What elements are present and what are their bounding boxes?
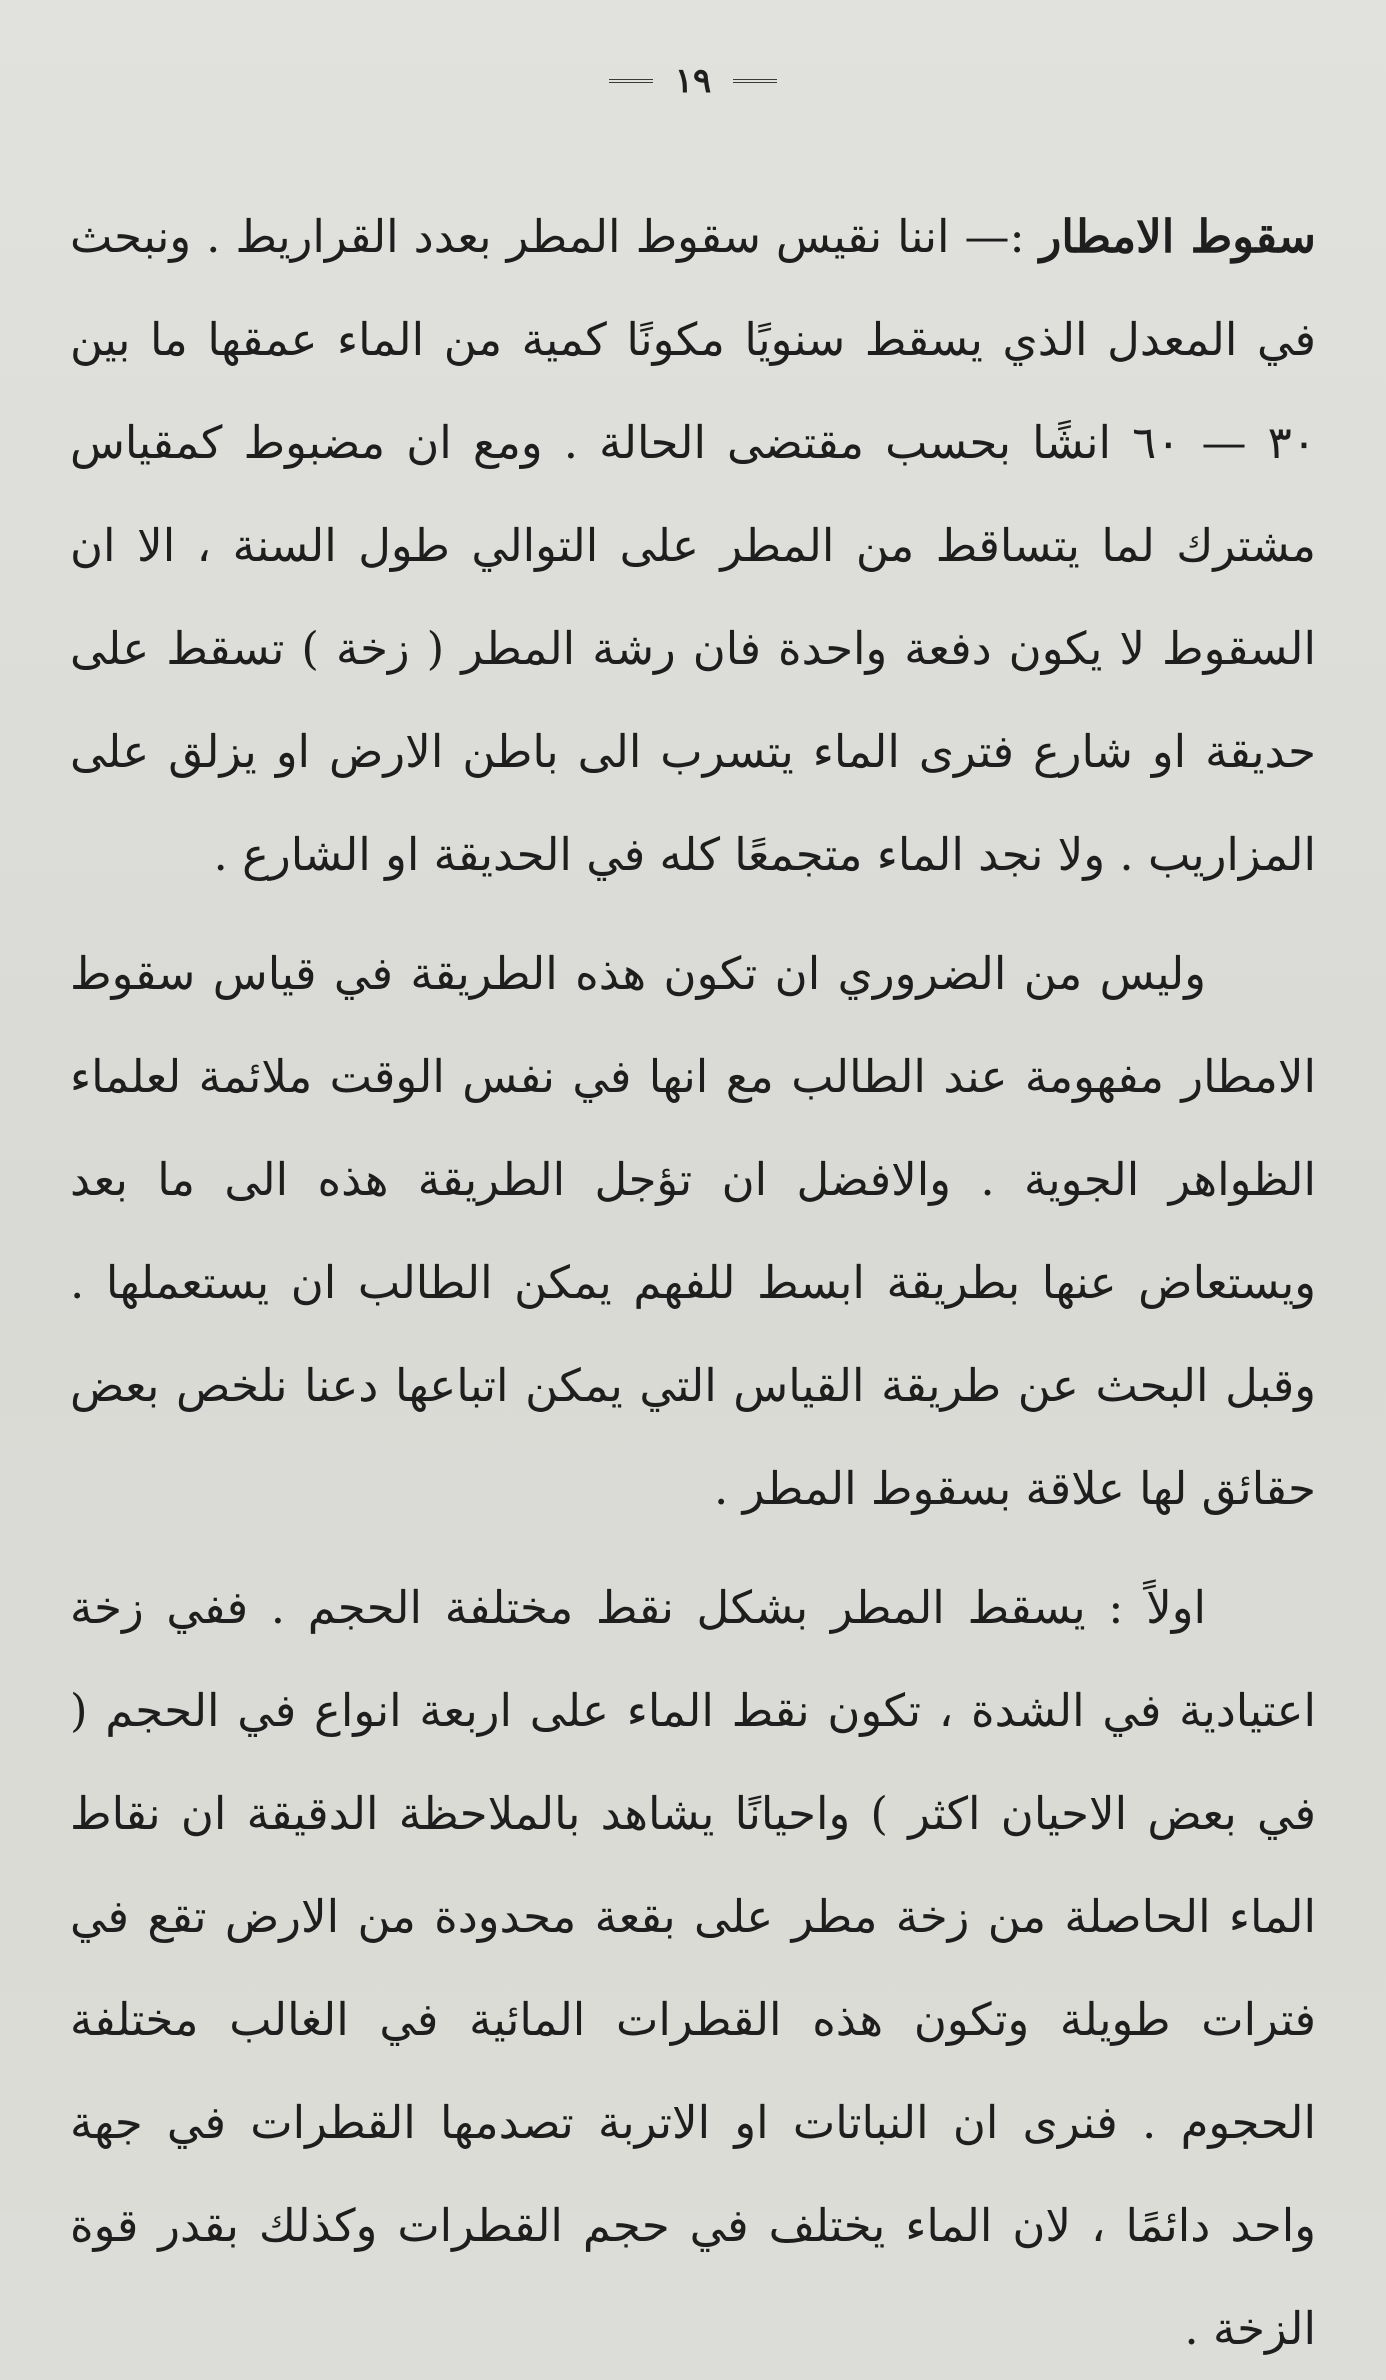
paragraph-measurement-method — [70, 922, 1316, 1540]
paragraph-text: :— اننا نقيس سقوط المطر بعدد القراريط . ونبحث في المعدل الذي يسقط سنويًا مكونًا كمية من الماء عمقها ما بين ٣٠ — ٦٠ انشًا بحسب مقتضى الحالة . ومع ان مضبوط كمقياس مشترك لما يتساقط من المطر على التوالي طول السنة ، الا ان السقوط لا يكون دفعة واحدة فان رشة المطر ( زخة ) تسقط على حديقة او شارع فترى الماء يتسرب الى باطن الارض او يزلق على المزاريب . ولا نجد الماء متجمعًا كله في الحديقة او الشارع . — [70, 210, 1316, 881]
paragraph-text: اولاً : يسقط المطر بشكل نقط مختلفة الحجم . ففي زخة اعتيادية في الشدة ، تكون نقط الماء على اربعة انواع في الحجم ( في بعض الاحيان اكثر ) واحيانًا يشاهد بالملاحظة الدقيقة ان نقاط الماء الحاصلة من زخة مطر على بقعة محدودة من الارض تقع في فترات طويلة وتكون هذه القطرات المائية في الغالب مختلفة الحجوم . فنرى ان النباتات او الاتربة تصدمها القطرات في جهة واحد دائمًا ، لان الماء يختلف في حجم القطرات وكذلك بقدر قوة الزخة . — [70, 1581, 1316, 2355]
page-header — [70, 55, 1316, 107]
page-number: ١٩ — [674, 61, 712, 101]
paragraph-text: وليس من الضروري ان تكون هذه الطريقة في قياس سقوط الامطار مفهومة عند الطالب مع انها في نفس الوقت ملائمة لعلماء الظواهر الجوية . والافضل ان تؤجل الطريقة هذه الى ما بعد ويستعاض عنها بطريقة ابسط للفهم يمكن الطالب ان يستعملها . وقبل البحث عن طريقة القياس التي يمكن اتباعها دعنا نلخص بعض حقائق لها علاقة بسقوط المطر . — [70, 947, 1316, 1515]
paragraph-rainfall-intro — [70, 185, 1316, 906]
section-lead-heading: سقوط الامطار — [1039, 210, 1317, 263]
header-rule-right — [733, 79, 777, 83]
body-text — [70, 185, 1316, 2380]
paragraph-first-fact — [70, 1556, 1316, 2380]
header-rule-left — [609, 79, 653, 83]
